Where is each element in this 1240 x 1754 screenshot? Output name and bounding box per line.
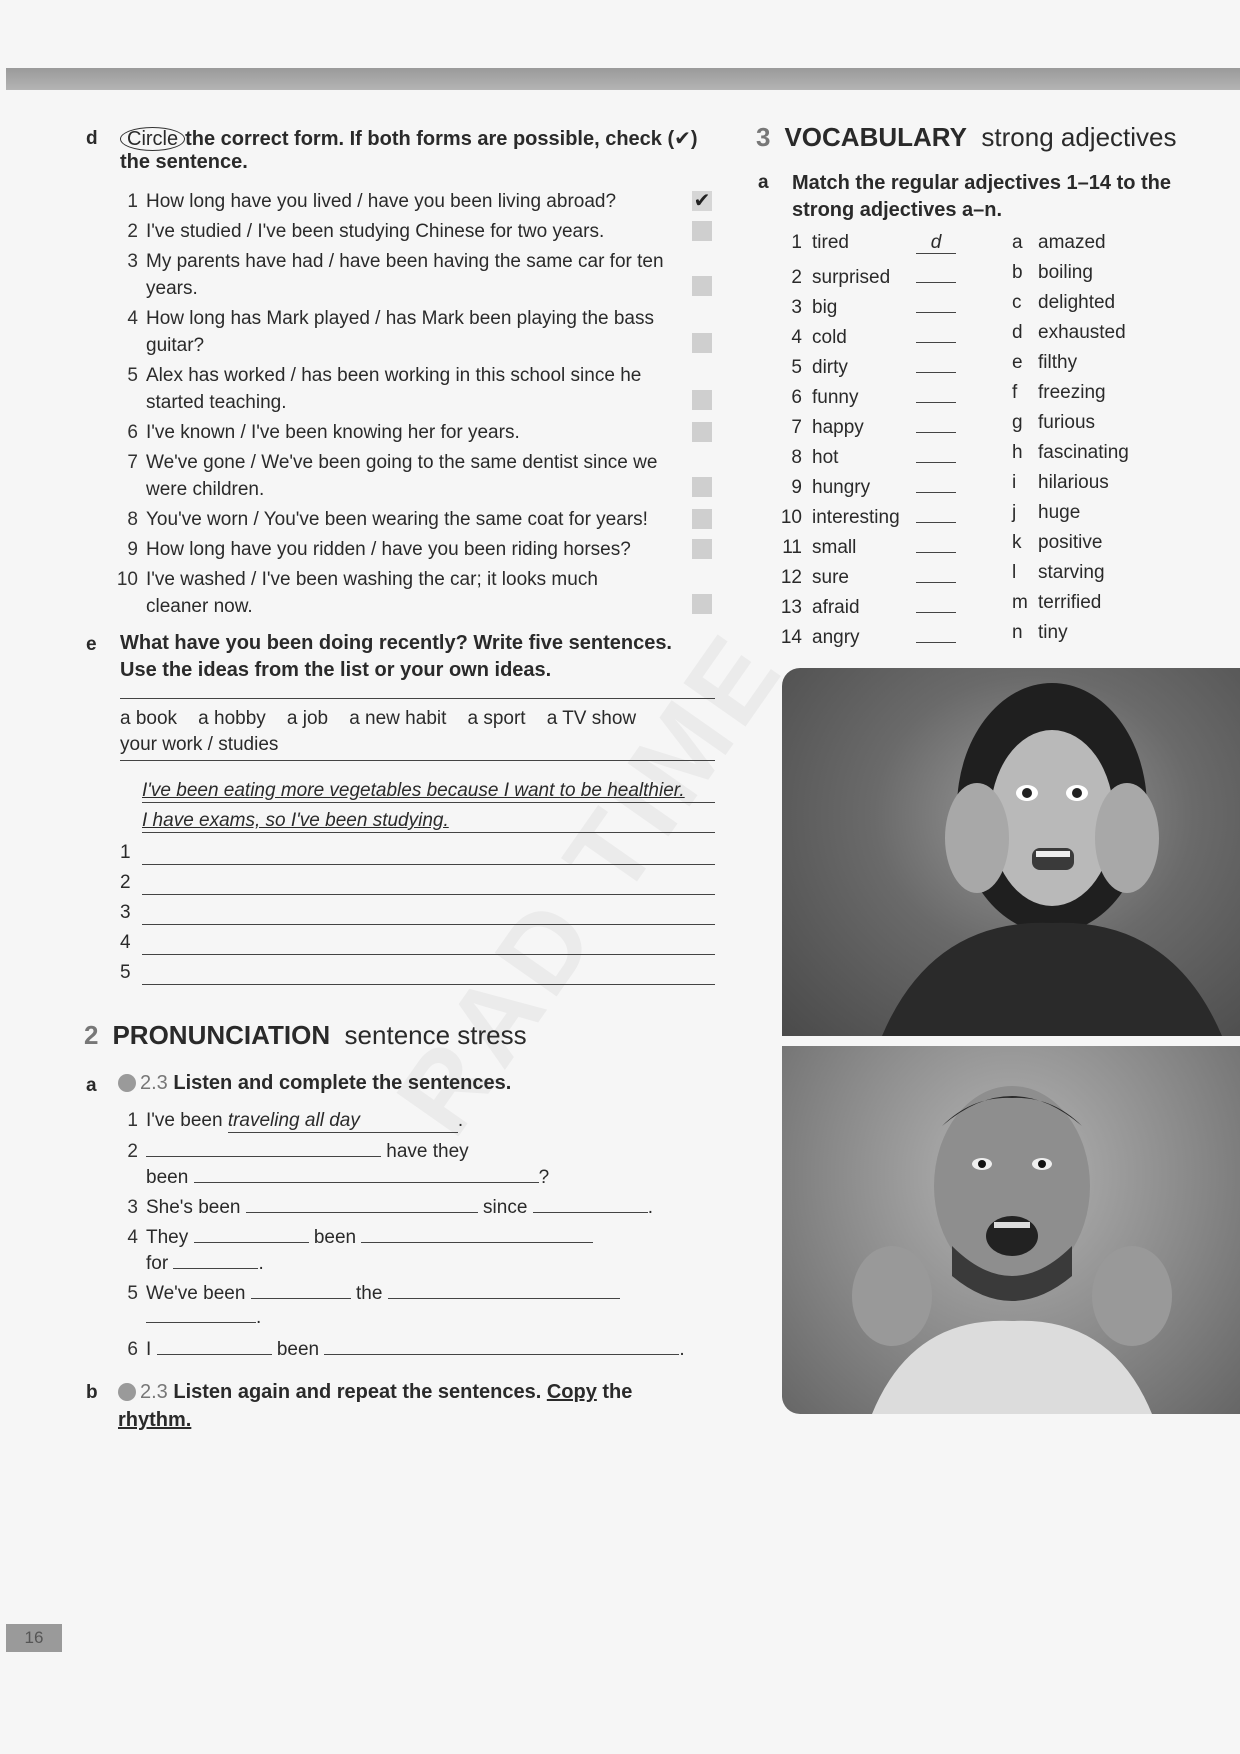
regular-adjective: interesting (812, 507, 900, 528)
answer-blank[interactable] (916, 622, 956, 643)
item-number: 9 (127, 539, 138, 560)
s2-end: ? (538, 1167, 550, 1188)
adj-number: 13 (780, 597, 802, 618)
item-number: 6 (127, 1339, 138, 1360)
writing-line[interactable] (142, 864, 715, 865)
check-mark-icon: ✔ (693, 190, 711, 212)
item-number: 3 (127, 1197, 138, 1218)
section-3-title: VOCABULARY (784, 122, 967, 152)
strong-adjective: fascinating (1038, 442, 1129, 463)
blank[interactable] (173, 1252, 258, 1269)
page-number: 16 (6, 1624, 62, 1652)
adjective-row (778, 262, 956, 289)
section-3-subtitle: strong adjectives (981, 122, 1177, 152)
listen-sentence-2 (112, 1140, 469, 1163)
blank[interactable] (146, 1140, 381, 1157)
strong-adjective-row (1012, 472, 1109, 494)
checkbox[interactable] (692, 477, 712, 497)
adj-number: 4 (791, 327, 802, 348)
strong-letter: d (1012, 322, 1023, 343)
exercise-d-item (112, 506, 682, 533)
checkbox[interactable] (692, 390, 712, 410)
terrified-woman-photo (782, 668, 1240, 1036)
answer-blank[interactable] (916, 502, 956, 523)
section-3a-letter: a (758, 172, 769, 193)
strong-adjective-row (1012, 292, 1115, 314)
example-sentence-2: I have exams, so I've been studying. (142, 810, 715, 833)
strong-adjective: freezing (1038, 382, 1106, 403)
item-text-cont: were children. (146, 479, 265, 500)
section-2-heading (84, 1020, 527, 1051)
blank[interactable] (194, 1226, 309, 1243)
top-header-bar (6, 68, 1240, 90)
item-number: 4 (127, 308, 138, 329)
item-text[interactable]: We've gone / We've been going to the same dentist since we (146, 452, 658, 473)
line-number: 1 (120, 842, 131, 863)
answer-blank[interactable] (916, 472, 956, 493)
s5-b: the (355, 1283, 383, 1304)
checkbox-checked[interactable] (692, 191, 712, 211)
exercise-d-item (112, 449, 682, 503)
exercise-d-item (112, 566, 682, 620)
exercise-d-letter: d (86, 128, 98, 149)
adjective-row (778, 412, 956, 439)
item-text[interactable]: How long has Mark played / has Mark been playing the bass (146, 308, 654, 329)
s1-answer[interactable]: traveling all day (228, 1110, 458, 1133)
item-number: 6 (127, 422, 138, 443)
listen-sentence-3: 3 She's been since . (112, 1196, 653, 1219)
strong-letter: m (1012, 592, 1028, 613)
strong-letter: c (1012, 292, 1022, 313)
blank[interactable] (146, 1306, 256, 1323)
answer-blank[interactable] (916, 592, 956, 613)
adj-number: 2 (791, 267, 802, 288)
item-text-cont: years. (146, 278, 198, 299)
adjective-row (778, 382, 956, 409)
strong-adjective: hilarious (1038, 472, 1109, 493)
adjective-row (778, 532, 956, 559)
exercise-e-letter: e (86, 634, 97, 655)
adj-number: 3 (791, 297, 802, 318)
strong-adjective: amazed (1038, 232, 1106, 253)
s2-mid: have they (386, 1141, 469, 1162)
listen-sentence-5 (112, 1282, 620, 1305)
strong-adjective: boiling (1038, 262, 1093, 283)
listen-sentence-6: 6 I been . (112, 1338, 685, 1361)
section-2b-letter: b (86, 1382, 98, 1403)
exercise-d-item (112, 536, 682, 563)
blank[interactable] (157, 1338, 272, 1355)
strong-adjective: terrified (1038, 592, 1102, 613)
blank[interactable] (194, 1166, 539, 1183)
strong-adjective-row (1012, 232, 1106, 254)
item-text[interactable]: You've worn / You've been wearing the same coat for years! (146, 509, 648, 530)
s4-a: They (146, 1227, 189, 1248)
answer-blank[interactable]: d (916, 233, 956, 254)
item-text[interactable]: I've washed / I've been washing the car; it looks much (146, 569, 598, 590)
section-2b-instruction (118, 1378, 718, 1434)
item-number: 10 (116, 569, 138, 590)
answer-blank[interactable] (916, 352, 956, 373)
strong-letter: l (1012, 562, 1017, 583)
audio-track-2a: 2.3 (140, 1072, 168, 1094)
regular-adjective: big (812, 297, 838, 318)
strong-adjective: tiny (1038, 622, 1068, 643)
blank[interactable] (361, 1226, 593, 1243)
adjective-row (778, 562, 956, 589)
adj-number: 14 (780, 627, 802, 648)
strong-adjective: positive (1038, 532, 1103, 553)
adj-number: 12 (780, 567, 802, 588)
regular-adjective: angry (812, 627, 860, 648)
section-3a-instruction (792, 170, 1171, 224)
instruction-line-1: the correct form. If both forms are possible, check (✔) (185, 128, 698, 150)
strong-letter: n (1012, 622, 1023, 643)
checkbox[interactable] (692, 594, 712, 614)
answer-blank[interactable] (916, 442, 956, 463)
line-number: 2 (120, 872, 131, 893)
adj-number: 11 (782, 537, 802, 558)
instruction-line-2: the sentence. (120, 151, 248, 173)
s6-a: I (146, 1339, 152, 1360)
strong-adjective-row (1012, 622, 1068, 644)
item-text[interactable]: I've studied / I've been studying Chinese for two years. (146, 221, 605, 242)
exercise-d-instruction (120, 126, 720, 174)
answer-blank[interactable] (916, 532, 956, 553)
ideas-bottom-rule (120, 760, 715, 761)
s1-text: I've been (146, 1110, 223, 1131)
item-text-cont: cleaner now. (146, 596, 253, 617)
answer-blank[interactable] (916, 562, 956, 583)
s4-b: been (313, 1227, 357, 1248)
strong-adjective: delighted (1038, 292, 1116, 313)
item-text[interactable]: I've known / I've been knowing her for years. (146, 422, 520, 443)
strong-adjective-row (1012, 442, 1129, 464)
regular-adjective: small (812, 537, 857, 558)
listen-sentence-5-cont: . (146, 1306, 261, 1329)
section-3-number: 3 (756, 122, 771, 152)
e-instruction-1: What have you been doing recently? Write five sentences. (120, 632, 672, 654)
item-text[interactable]: Alex has worked / has been working in this school since he (146, 365, 642, 386)
regular-adjective: cold (812, 327, 847, 348)
b-the: the (602, 1381, 633, 1403)
exercise-e-instruction (120, 630, 672, 684)
section-2-number: 2 (84, 1020, 99, 1050)
regular-adjective: sure (812, 567, 849, 588)
circle-word: Circle (120, 127, 185, 151)
example-sentence-1: I've been eating more vegetables because I want to be healthier. (142, 780, 715, 803)
item-text[interactable]: How long have you ridden / have you been riding horses? (146, 539, 631, 560)
answer-blank[interactable] (916, 292, 956, 313)
adj-number: 10 (780, 507, 802, 528)
audio-track-2b: 2.3 (140, 1381, 168, 1403)
section-2-subtitle: sentence stress (344, 1020, 527, 1050)
strong-adjective-row (1012, 502, 1080, 524)
answer-blank[interactable] (916, 412, 956, 433)
blank[interactable] (533, 1196, 648, 1213)
listen-sentence-2-cont (146, 1166, 549, 1189)
s4-c: for (146, 1253, 169, 1274)
adjective-row (778, 292, 956, 319)
terrified-woman-illustration (782, 668, 1240, 1036)
strong-adjective: furious (1038, 412, 1096, 433)
regular-adjective: hot (812, 447, 839, 468)
exercise-d-item (112, 188, 682, 215)
adj-number: 5 (791, 357, 802, 378)
item-number: 1 (127, 191, 138, 212)
adjective-row (778, 472, 956, 499)
furious-man-illustration (782, 1046, 1240, 1414)
line-number: 4 (120, 932, 131, 953)
adjective-row (778, 232, 956, 254)
listen-sentence-1: 1 I've been traveling all day . (112, 1110, 463, 1133)
regular-adjective: afraid (812, 597, 860, 618)
ideas-line-2: your work / studies (120, 734, 279, 755)
strong-letter: k (1012, 532, 1022, 553)
item-number: 8 (127, 509, 138, 530)
item-number: 2 (127, 221, 138, 242)
s3a-text-1: Match the regular adjectives 1–14 to the (792, 172, 1172, 194)
checkbox[interactable] (692, 539, 712, 559)
adj-number: 7 (791, 417, 802, 438)
b-copy: Copy (546, 1381, 597, 1403)
answer-blank[interactable] (916, 262, 956, 283)
section-2-title: PRONUNCIATION (112, 1020, 331, 1050)
item-number: 5 (127, 365, 138, 386)
item-number: 3 (127, 251, 138, 272)
strong-letter: f (1012, 382, 1018, 403)
blank[interactable] (388, 1282, 620, 1299)
s3-a: She's been (146, 1197, 241, 1218)
item-number: 1 (127, 1110, 138, 1131)
checkbox[interactable] (692, 221, 712, 241)
section-3-heading (756, 122, 1177, 153)
strong-letter: j (1012, 502, 1017, 523)
strong-adjective-row (1012, 532, 1102, 554)
strong-letter: g (1012, 412, 1023, 433)
adj-number: 8 (791, 447, 802, 468)
item-number: 7 (127, 452, 138, 473)
line-number: 3 (120, 902, 131, 923)
item-number: 4 (127, 1227, 138, 1248)
blank[interactable] (251, 1282, 351, 1299)
listen-sentence-4 (112, 1226, 593, 1249)
strong-letter: a (1012, 232, 1023, 253)
exercise-d-item (112, 305, 682, 359)
section-2a-letter: a (86, 1075, 97, 1096)
section-2a-instruction (118, 1072, 511, 1095)
strong-letter: b (1012, 262, 1023, 283)
adjective-row (778, 442, 956, 469)
strong-letter: e (1012, 352, 1023, 373)
b-text-1: Listen again and repeat the sentences. (173, 1381, 542, 1403)
e-instruction-2: Use the ideas from the list or your own ideas. (120, 659, 552, 681)
adj-number: 9 (791, 477, 802, 498)
adjective-row (778, 622, 956, 649)
item-number: 5 (127, 1283, 138, 1304)
item-text[interactable]: My parents have had / have been having the same car for ten (146, 251, 664, 272)
writing-line[interactable] (142, 954, 715, 955)
exercise-d-item (112, 248, 682, 302)
ideas-line-1: a book a hobby a job a new habit a sport a TV show (120, 708, 637, 729)
adjective-row (778, 352, 956, 379)
s3-b: since (483, 1197, 528, 1218)
checkbox[interactable] (692, 333, 712, 353)
writing-line[interactable] (142, 984, 715, 985)
line-number: 5 (120, 962, 131, 983)
strong-adjective-row (1012, 352, 1077, 374)
writing-line[interactable] (142, 924, 715, 925)
checkbox[interactable] (692, 509, 712, 529)
strong-adjective-row (1012, 562, 1105, 584)
item-text[interactable]: How long have you lived / have you been living abroad? (146, 191, 617, 212)
s3a-text-2: strong adjectives a–n. (792, 199, 1003, 221)
s2-been: been (146, 1167, 189, 1188)
strong-adjective: filthy (1038, 352, 1078, 373)
listen-sentence-4-cont: for . (146, 1253, 264, 1274)
strong-adjective-row (1012, 592, 1101, 614)
regular-adjective: surprised (812, 267, 891, 288)
audio-icon[interactable] (118, 1074, 136, 1092)
section-2a-text: Listen and complete the sentences. (173, 1072, 512, 1094)
strong-adjective-row (1012, 412, 1095, 434)
adjective-row (778, 592, 956, 619)
s6-b: been (276, 1339, 320, 1360)
adj-number: 6 (791, 387, 802, 408)
regular-adjective: tired (812, 232, 849, 253)
strong-adjective: exhausted (1038, 322, 1126, 343)
regular-adjective: happy (812, 417, 864, 438)
exercise-d-item (112, 362, 682, 416)
item-number: 2 (127, 1141, 138, 1162)
audio-icon[interactable] (118, 1383, 136, 1401)
strong-letter: h (1012, 442, 1023, 463)
strong-adjective-row (1012, 322, 1126, 344)
checkbox[interactable] (692, 422, 712, 442)
checkbox[interactable] (692, 276, 712, 296)
blank[interactable] (324, 1338, 679, 1355)
strong-adjective-row (1012, 262, 1093, 284)
answer-blank[interactable] (916, 382, 956, 403)
adjective-row (778, 322, 956, 349)
strong-adjective: starving (1038, 562, 1105, 583)
ideas-top-rule (120, 698, 715, 699)
strong-adjective: huge (1038, 502, 1081, 523)
furious-man-photo (782, 1046, 1240, 1414)
answer-blank[interactable] (916, 322, 956, 343)
regular-adjective: dirty (812, 357, 848, 378)
item-text-cont: started teaching. (146, 392, 287, 413)
writing-line[interactable] (142, 894, 715, 895)
regular-adjective: hungry (812, 477, 871, 498)
exercise-d-item (112, 218, 682, 245)
strong-adjective-row (1012, 382, 1106, 404)
s5-a: We've been (146, 1283, 246, 1304)
exercise-d-item (112, 419, 682, 446)
strong-letter: i (1012, 472, 1017, 493)
blank[interactable] (246, 1196, 478, 1213)
b-text-2: rhythm. (118, 1409, 192, 1431)
regular-adjective: funny (812, 387, 859, 408)
adjective-row (778, 502, 956, 529)
ideas-box (120, 706, 636, 758)
adj-number: 1 (791, 232, 802, 253)
item-text-cont: guitar? (146, 335, 205, 356)
